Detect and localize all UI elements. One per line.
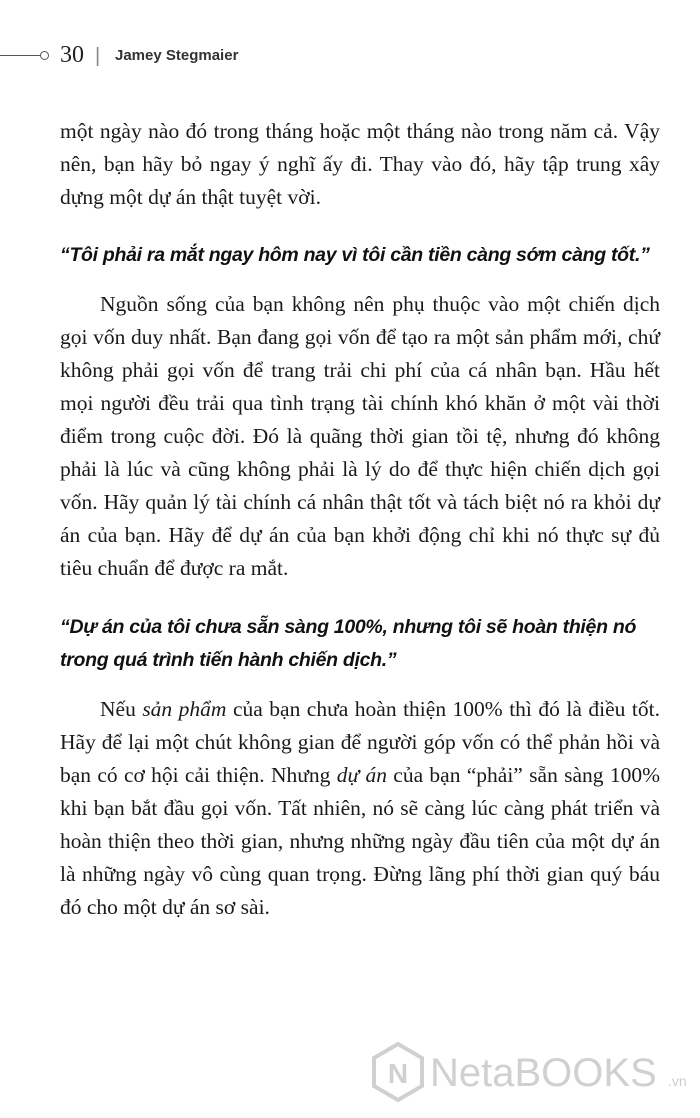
paragraph-livelihood: Nguồn sống của bạn không nên phụ thuộc vào một chiến dịch gọi vốn duy nhất. Bạn đang gọi vốn để tạo ra một sản phẩm mới, chứ không phải gọi vốn để trang trải chi phí của cá nhân bạn. Hầu hết mọi người đều trải qua tình trạng tài chính khó khăn ở một vài thời điểm trong cuộc đời. Đó là quãng thời gian tồi tệ, nhưng đó không phải là lúc và cũng không phải là lý do để thực hiện chiến dịch gọi vốn. Hãy quản lý tài chính cá nhân thật tốt và tách biệt nó ra khỏi dự án của bạn. Hãy để dự án của bạn khởi động chỉ khi nó thực sự đủ tiêu chuẩn để được ra mắt. [60,292,660,580]
text-part: Nếu [100,697,143,721]
page-body [60,115,660,924]
header-separator: | [95,45,101,67]
quote-heading-2: “Dự án của tôi chưa sẵn sàng 100%, nhưng tôi sẽ hoàn thiện nó trong quá trình tiến hành chiến dịch.” [60,616,637,671]
watermark-suffix: .vn [668,1073,687,1089]
paragraph-continued: một ngày nào đó trong tháng hoặc một tháng nào trong năm cả. Vậy nên, bạn hãy bỏ ngay ý nghĩ ấy đi. Thay vào đó, hãy tập trung xây dựng một dự án thật tuyệt vời. [60,119,660,209]
quote-heading-1: “Tôi phải ra mắt ngay hôm nay vì tôi cần tiền càng sớm càng tốt.” [60,244,650,266]
watermark-brand: NetaBOOKS [430,1051,657,1095]
netabooks-logo-icon [368,1040,428,1104]
page-header [0,40,700,72]
emphasis-product: sản phẩm [142,697,227,721]
header-rule [0,55,42,56]
watermark [368,1040,698,1110]
running-head-author: Jamey Stegmaier [115,47,239,64]
page-number: 30 [60,42,84,68]
paragraph-readiness [60,693,660,924]
text-part: của bạn “phải” sẵn sàng 100% khi bạn bắt đầu gọi vốn. Tất nhiên, nó sẽ càng lúc càng phát triển và hoàn thiện theo thời gian, nhưng những ngày đầu tiên của một dự án là những ngày vô cùng quan trọng. Đừng lãng phí thời gian quý báu đó cho một dự án sơ sài. [60,763,660,919]
emphasis-project: dự án [336,763,387,787]
svg-text:N: N [387,1058,409,1089]
text-part: của bạn chưa hoàn thiện 100% thì đó là điều tốt. Hãy để lại một chút không gian để người góp vốn có thể phản hồi và bạn có cơ hội cải thiện. Nhưng [60,697,660,787]
header-dot [40,51,49,60]
